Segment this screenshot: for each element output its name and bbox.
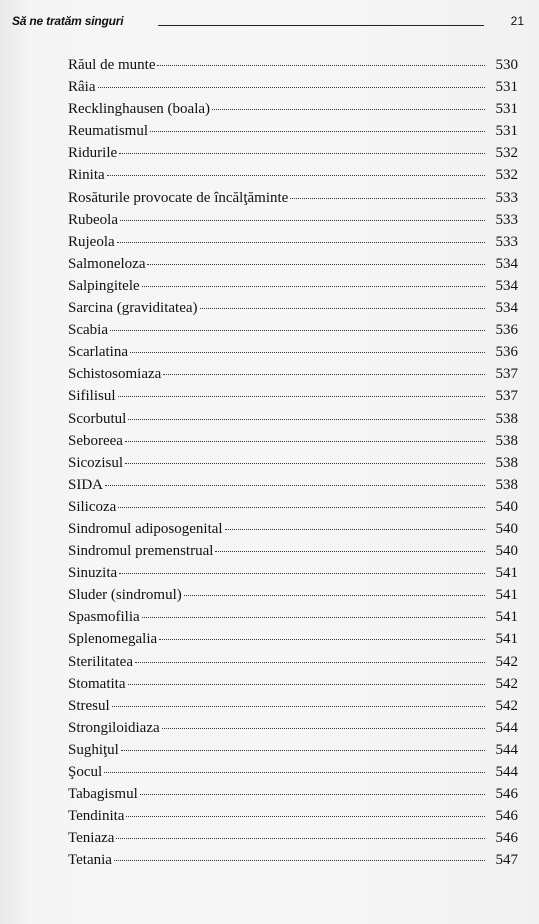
toc-entry-label: Sindromul premenstrual	[68, 543, 214, 560]
dot-leader	[117, 242, 485, 243]
toc-entry	[68, 761, 518, 783]
toc-entry-page: 538	[495, 476, 518, 493]
toc-entry-label: Sicozisul	[68, 454, 123, 471]
toc-entry	[68, 297, 518, 319]
toc-entry	[68, 496, 518, 518]
dot-leader	[120, 220, 485, 221]
toc-entry-page: 546	[495, 808, 518, 825]
toc-entry-label: Scabia	[68, 322, 108, 339]
dot-leader	[126, 816, 485, 817]
toc-entry-label: Sarcina (graviditatea)	[68, 300, 198, 317]
dot-leader	[135, 662, 485, 663]
toc-entry	[68, 408, 518, 430]
dot-leader	[118, 396, 485, 397]
toc-entry-label: Tabagismul	[68, 786, 138, 803]
dot-leader	[125, 463, 485, 464]
toc-entry-label: Seboreea	[68, 432, 123, 449]
toc-entry	[68, 76, 518, 98]
toc-entry-label: Stresul	[68, 697, 110, 714]
toc-entry-page: 533	[495, 189, 518, 206]
dot-leader	[119, 153, 485, 154]
dot-leader	[98, 87, 486, 88]
toc-entry	[68, 540, 518, 562]
toc-entry	[68, 120, 518, 142]
toc-entry	[68, 164, 518, 186]
dot-leader	[142, 617, 485, 618]
toc-entry-label: Silicoza	[68, 498, 117, 515]
toc-entry	[68, 606, 518, 628]
dot-leader	[125, 441, 485, 442]
dot-leader	[114, 860, 485, 861]
dot-leader	[162, 728, 485, 729]
toc-entry-page: 533	[495, 211, 518, 228]
dot-leader	[110, 330, 485, 331]
toc-entry-label: Reumatismul	[68, 123, 148, 140]
toc-entry-label: Râia	[68, 79, 96, 96]
toc-entry-page: 540	[495, 543, 518, 560]
dot-leader	[140, 794, 485, 795]
toc-entry	[68, 452, 518, 474]
toc-entry-label: Scorbutul	[68, 410, 127, 427]
toc-entry-label: Rujeola	[68, 233, 115, 250]
dot-leader	[157, 65, 485, 66]
toc-entry	[68, 628, 518, 650]
toc-entry-page: 538	[495, 410, 518, 427]
toc-entry-page: 542	[495, 697, 518, 714]
dot-leader	[128, 684, 486, 685]
toc-entry	[68, 253, 518, 275]
toc-entry-label: Schistosomiaza	[68, 366, 162, 383]
dot-leader	[147, 264, 485, 265]
dot-leader	[118, 507, 485, 508]
toc-entry-page: 540	[495, 498, 518, 515]
toc-entry	[68, 584, 518, 606]
toc-entry-page: 532	[495, 167, 518, 184]
dot-leader	[107, 175, 485, 176]
toc-entry	[68, 695, 518, 717]
toc-entry-label: Răul de munte	[68, 57, 156, 73]
toc-entry-label: Rubeola	[68, 211, 118, 228]
dot-leader	[112, 706, 485, 707]
toc-entry	[68, 231, 518, 253]
toc-entry-page: 541	[495, 587, 518, 604]
toc-entry-page: 546	[495, 786, 518, 803]
toc-entry	[68, 187, 518, 209]
toc-entry-page: 530	[495, 57, 518, 73]
toc-entry-page: 531	[495, 101, 518, 118]
toc-entry-page: 540	[495, 520, 518, 537]
toc-entry-page: 538	[495, 432, 518, 449]
toc-entry	[68, 142, 518, 164]
toc-entry	[68, 319, 518, 341]
toc-entry-page: 534	[495, 300, 518, 317]
toc-entry-page: 542	[495, 653, 518, 670]
toc-entry-label: Splenomegalia	[68, 631, 158, 648]
toc-entry-page: 534	[495, 277, 518, 294]
toc-entry-label: Sluder (sindromul)	[68, 587, 182, 604]
toc-entry	[68, 385, 518, 407]
toc-entry	[68, 98, 518, 120]
toc-entry-label: Scarlatina	[68, 344, 128, 361]
toc-entry-page: 544	[495, 741, 518, 758]
toc-entry-label: Stomatita	[68, 675, 126, 692]
toc-entry-label: Teniaza	[68, 830, 115, 847]
dot-leader	[130, 352, 485, 353]
dot-leader	[116, 838, 485, 839]
dot-leader	[200, 308, 485, 309]
toc-entry	[68, 562, 518, 584]
toc-entry-page: 544	[495, 764, 518, 780]
toc-entry-page: 538	[495, 454, 518, 471]
toc-entry	[68, 54, 518, 76]
toc-entry-label: Şocul	[68, 764, 103, 780]
dot-leader	[215, 551, 485, 552]
dot-leader	[212, 109, 485, 110]
toc-entry	[68, 739, 518, 761]
toc-entry-page: 536	[495, 344, 518, 361]
toc-entry-page: 546	[495, 830, 518, 847]
toc-entry-label: Spasmofilia	[68, 609, 140, 626]
toc-entry-label: Recklinghausen (boala)	[68, 101, 211, 118]
toc-entry-label: Tetania	[68, 852, 112, 869]
running-header	[12, 12, 524, 34]
toc-entry	[68, 673, 518, 695]
toc-entry-page: 544	[495, 719, 518, 736]
dot-leader	[105, 485, 485, 486]
dot-leader	[163, 374, 485, 375]
toc-entry	[68, 849, 518, 871]
toc-entry-page: 541	[495, 609, 518, 626]
toc-entry-page: 541	[495, 565, 518, 582]
dot-leader	[159, 639, 485, 640]
toc-entry-label: Tendinita	[68, 808, 125, 825]
dot-leader	[121, 750, 485, 751]
dot-leader	[150, 131, 485, 132]
toc-entry-page: 537	[495, 366, 518, 383]
toc-entry-page: 533	[495, 233, 518, 250]
toc-entry	[68, 651, 518, 673]
toc-entry-page: 531	[495, 79, 518, 96]
toc-entry	[68, 341, 518, 363]
toc-entry-page: 541	[495, 631, 518, 648]
toc-entry	[68, 827, 518, 849]
toc-entry-label: Sughiţul	[68, 741, 119, 758]
header-rule	[158, 25, 484, 26]
dot-leader	[225, 529, 485, 530]
book-title: Să ne tratăm singuri	[12, 14, 124, 28]
toc-entry-label: SIDA	[68, 476, 104, 493]
dot-leader	[142, 286, 485, 287]
toc-entry	[68, 474, 518, 496]
toc-entry	[68, 805, 518, 827]
table-of-contents	[68, 54, 518, 871]
toc-entry	[68, 783, 518, 805]
dot-leader	[119, 573, 485, 574]
toc-entry	[68, 518, 518, 540]
toc-entry-page: 547	[495, 852, 518, 869]
toc-entry-label: Strongiloidiaza	[68, 719, 160, 736]
toc-entry-label: Rinita	[68, 167, 105, 184]
toc-entry	[68, 275, 518, 297]
toc-entry	[68, 363, 518, 385]
toc-entry-page: 534	[495, 255, 518, 272]
toc-entry-label: Ridurile	[68, 145, 118, 162]
toc-entry	[68, 717, 518, 739]
dot-leader	[104, 772, 485, 773]
toc-entry-label: Sifilisul	[68, 388, 116, 405]
toc-entry-label: Salmoneloza	[68, 255, 146, 272]
toc-entry-label: Sinuzita	[68, 565, 118, 582]
toc-entry-page: 536	[495, 322, 518, 339]
bleed-through-margin	[0, 40, 60, 920]
toc-entry	[68, 430, 518, 452]
toc-entry-page: 532	[495, 145, 518, 162]
toc-entry-page: 542	[495, 675, 518, 692]
dot-leader	[184, 595, 485, 596]
dot-leader	[290, 198, 485, 199]
toc-entry-label: Rosăturile provocate de încălţăminte	[68, 189, 289, 206]
dot-leader	[128, 419, 485, 420]
toc-entry	[68, 209, 518, 231]
toc-entry-page: 531	[495, 123, 518, 140]
toc-entry-label: Sterilitatea	[68, 653, 133, 670]
toc-entry-page: 537	[495, 388, 518, 405]
toc-entry-label: Salpingitele	[68, 277, 140, 294]
page-number: 21	[510, 14, 524, 28]
toc-entry-label: Sindromul adiposogenital	[68, 520, 223, 537]
